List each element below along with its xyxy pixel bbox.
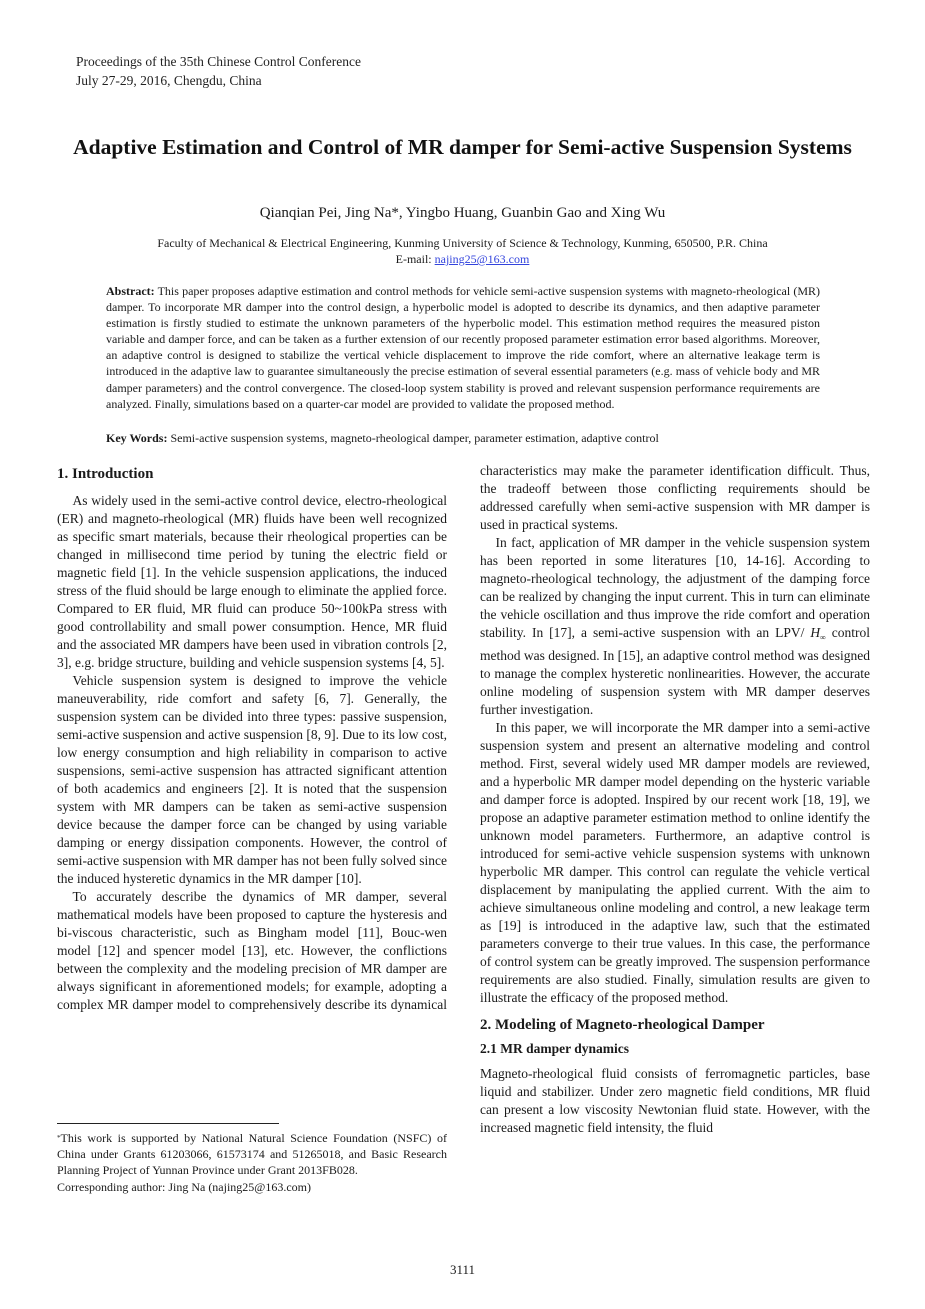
intro-paragraph-4 — [480, 534, 870, 719]
footnote-divider — [57, 1123, 279, 1124]
abstract — [106, 283, 820, 412]
keywords — [106, 430, 820, 446]
funding-note — [57, 1130, 447, 1179]
abstract-text: This paper proposes adaptive estimation and control methods for vehicle semi-active suspension systems with magneto-rheological (MR) damper. To incorporate MR damper into the control design, a hyperbolic model is adopted to describe its dynamics, and then adaptive parameter estimation is firstly studied to estimate the unknown parameters of the hyperbolic model. This estimation method requires the measured piston variable and damper force, and can be taken as a further extension of our recently proposed parameter estimation error based algorithms. Moreover, an adaptive control is designed to stabilize the vertical vehicle displacement to improve the ride comfort, where an alternative leakage term is introduced in the adaptive law to guarantee simultaneously the precise estimation of several essential parameters (e.g. mass of vehicle body and MR damper parameters) and the control convergence. The closed-loop system stability is proved and relevant suspension performance requirements are analyzed. Finally, simulations based on a quarter-car model are provided to validate the proposed method. — [106, 284, 820, 411]
email-line — [60, 251, 865, 267]
keywords-label: Key Words: — [106, 431, 168, 445]
author-list: Qianqian Pei, Jing Na*, Yingbo Huang, Guanbin Gao and Xing Wu — [259, 205, 666, 221]
intro-paragraph-3: To accurately describe the dynamics of MR damper, several mathematical models have been proposed to capture the hysteresis and bi-viscous characteristic, such as Bingham model [11], Bouc-wen model [12] and spencer model [13], etc. However, the conflictions between the complexity and the modeling precision of MR damper are always significant in aforementioned models; for example, adopting a complex MR damper model to comprehensively describe its dynamical — [57, 889, 447, 1012]
section-heading-modeling: 2. Modeling of Magneto-rheological Damper — [480, 1017, 765, 1033]
intro-paragraph-1: As widely used in the semi-active control device, electro-rheological (ER) and magneto-rheological (MR) fluids have been well recognized as specific smart materials, because their rheological properties can be changed in millisecond time period by tuning the electric field or magnetic field [1]. In the vehicle suspension applications, the induced stress of the fluid should be large enough to eliminate the applied force. Compared to ER fluid, MR fluid can produce 50~100kPa stress with good controllability and small power consumption. Hence, MR fluid and the associated MR dampers have been used in vibration controls [2, 3], e.g. bridge structure, building and vehicle suspension systems [4, 5]. — [57, 493, 447, 670]
email-label: E-mail: — [395, 252, 435, 266]
funding-text: This work is supported by National Natural Science Foundation (NSFC) of China under Grants 61203066, 61573174 and 51265018, and Basic Research Planning Project of Yunnan Province under Grant 2013FB028. — [57, 1131, 447, 1178]
subsection-heading-mr-damper-dynamics: 2.1 MR damper dynamics — [480, 1041, 630, 1056]
right-column — [480, 462, 870, 1137]
conference-header — [76, 52, 361, 90]
proceedings-line: Proceedings of the 35th Chinese Control Conference — [76, 54, 361, 69]
page-number: 3111 — [449, 1262, 476, 1277]
intro-paragraph-2: Vehicle suspension system is designed to improve the vehicle maneuverability, ride comfort and safety [6, 7]. Generally, the suspension system can be divided into three types: passive suspension, semi-active suspension and active suspension [8, 9]. Due to its low cost, low energy consumption and high reliability in comparison to active suspensions, semi-active suspension has attracted significant attention of both academics and engineers [2]. It is noted that the suspension system with MR dampers can be taken as semi-active suspension device because the damper force can be changed by using variable damping or energy dissipation components. However, the control of semi-active suspension with MR damper has not been fully solved since the induced hysteretic dynamics in the MR damper [10]. — [57, 673, 447, 886]
affiliation-block — [60, 235, 865, 267]
left-column — [57, 462, 447, 1014]
section-heading-introduction: 1. Introduction — [57, 466, 154, 482]
paper-title: Adaptive Estimation and Control of MR damper for Semi-active Suspension Systems — [73, 135, 852, 159]
footnote-marker: * — [57, 1134, 61, 1142]
intro-paragraph-5: In this paper, we will incorporate the MR damper into a semi-active suspension system and present an alternative modeling and control method. First, several widely used MR damper models are reviewed, and a hyperbolic MR damper model depending on the hysteric variable and damper force is adopted. Inspired by our recent work [18, 19], we propose an adaptive parameter estimation method to online identify the unknown model parameters. Furthermore, an adaptive control is introduced for semi-active vehicle suspension systems with unknown hyperbolic MR damper. This control can regulate the vehicle vertical displacement by manipulating the applied current. With the aim to achieve simultaneous online modeling and control, a new leakage term as [19] is introduced in the adaptive law, such that the estimated parameters converge to their true values. In this case, the performance of control system can be greatly improved. The suspension performance requirements are also studied. Finally, simulation results are given to illustrate the efficacy of the proposed method. — [480, 720, 870, 1005]
affiliation: Faculty of Mechanical & Electrical Engineering, Kunming University of Science & Technology, Kunming, 650500, P.R. China — [157, 236, 768, 250]
h-infinity-symbol: H — [810, 625, 821, 640]
date-location-line: July 27-29, 2016, Chengdu, China — [76, 73, 262, 88]
intro-paragraph-3-continued: characteristics may make the parameter identification difficult. Thus, the tradeoff between those conflicting requirements should be addressed carefully when semi-active suspension with MR damper is used in practical systems. — [480, 463, 870, 532]
infinity-subscript: ∞ — [820, 633, 826, 642]
p4-text-b: control method was designed. In [15], an adaptive control method was designed to manage the complex hysteretic nonlinearities. However, the accurate online modeling of suspension system with MR damper deserves further investigation. — [480, 625, 870, 717]
p4-text-a: In fact, application of MR damper in the vehicle suspension system has been reported in some literatures [10, 14-16]. According to magneto-rheological technology, the adjustment of the damping force can be realized by changing the input current. This in turn can eliminate the vehicle oscillation and thus improve the ride comfort and operation stability. In [17], a semi-active suspension with an LPV/ — [480, 535, 870, 640]
footnote — [57, 1130, 447, 1195]
abstract-label: Abstract: — [106, 284, 155, 298]
keywords-text: Semi-active suspension systems, magneto-rheological damper, parameter estimation, adaptive control — [167, 431, 659, 445]
email-link[interactable]: najing25@163.com — [434, 252, 530, 266]
corresponding-author: Corresponding author: Jing Na (najing25@163.com) — [57, 1179, 312, 1194]
modeling-paragraph-1: Magneto-rheological fluid consists of ferromagnetic particles, base liquid and stabilizer. Under zero magnetic field conditions, MR fluid can present a low viscosity Newtonian fluid state. However, with the increased magnetic field intensity, the fluid — [480, 1066, 870, 1135]
